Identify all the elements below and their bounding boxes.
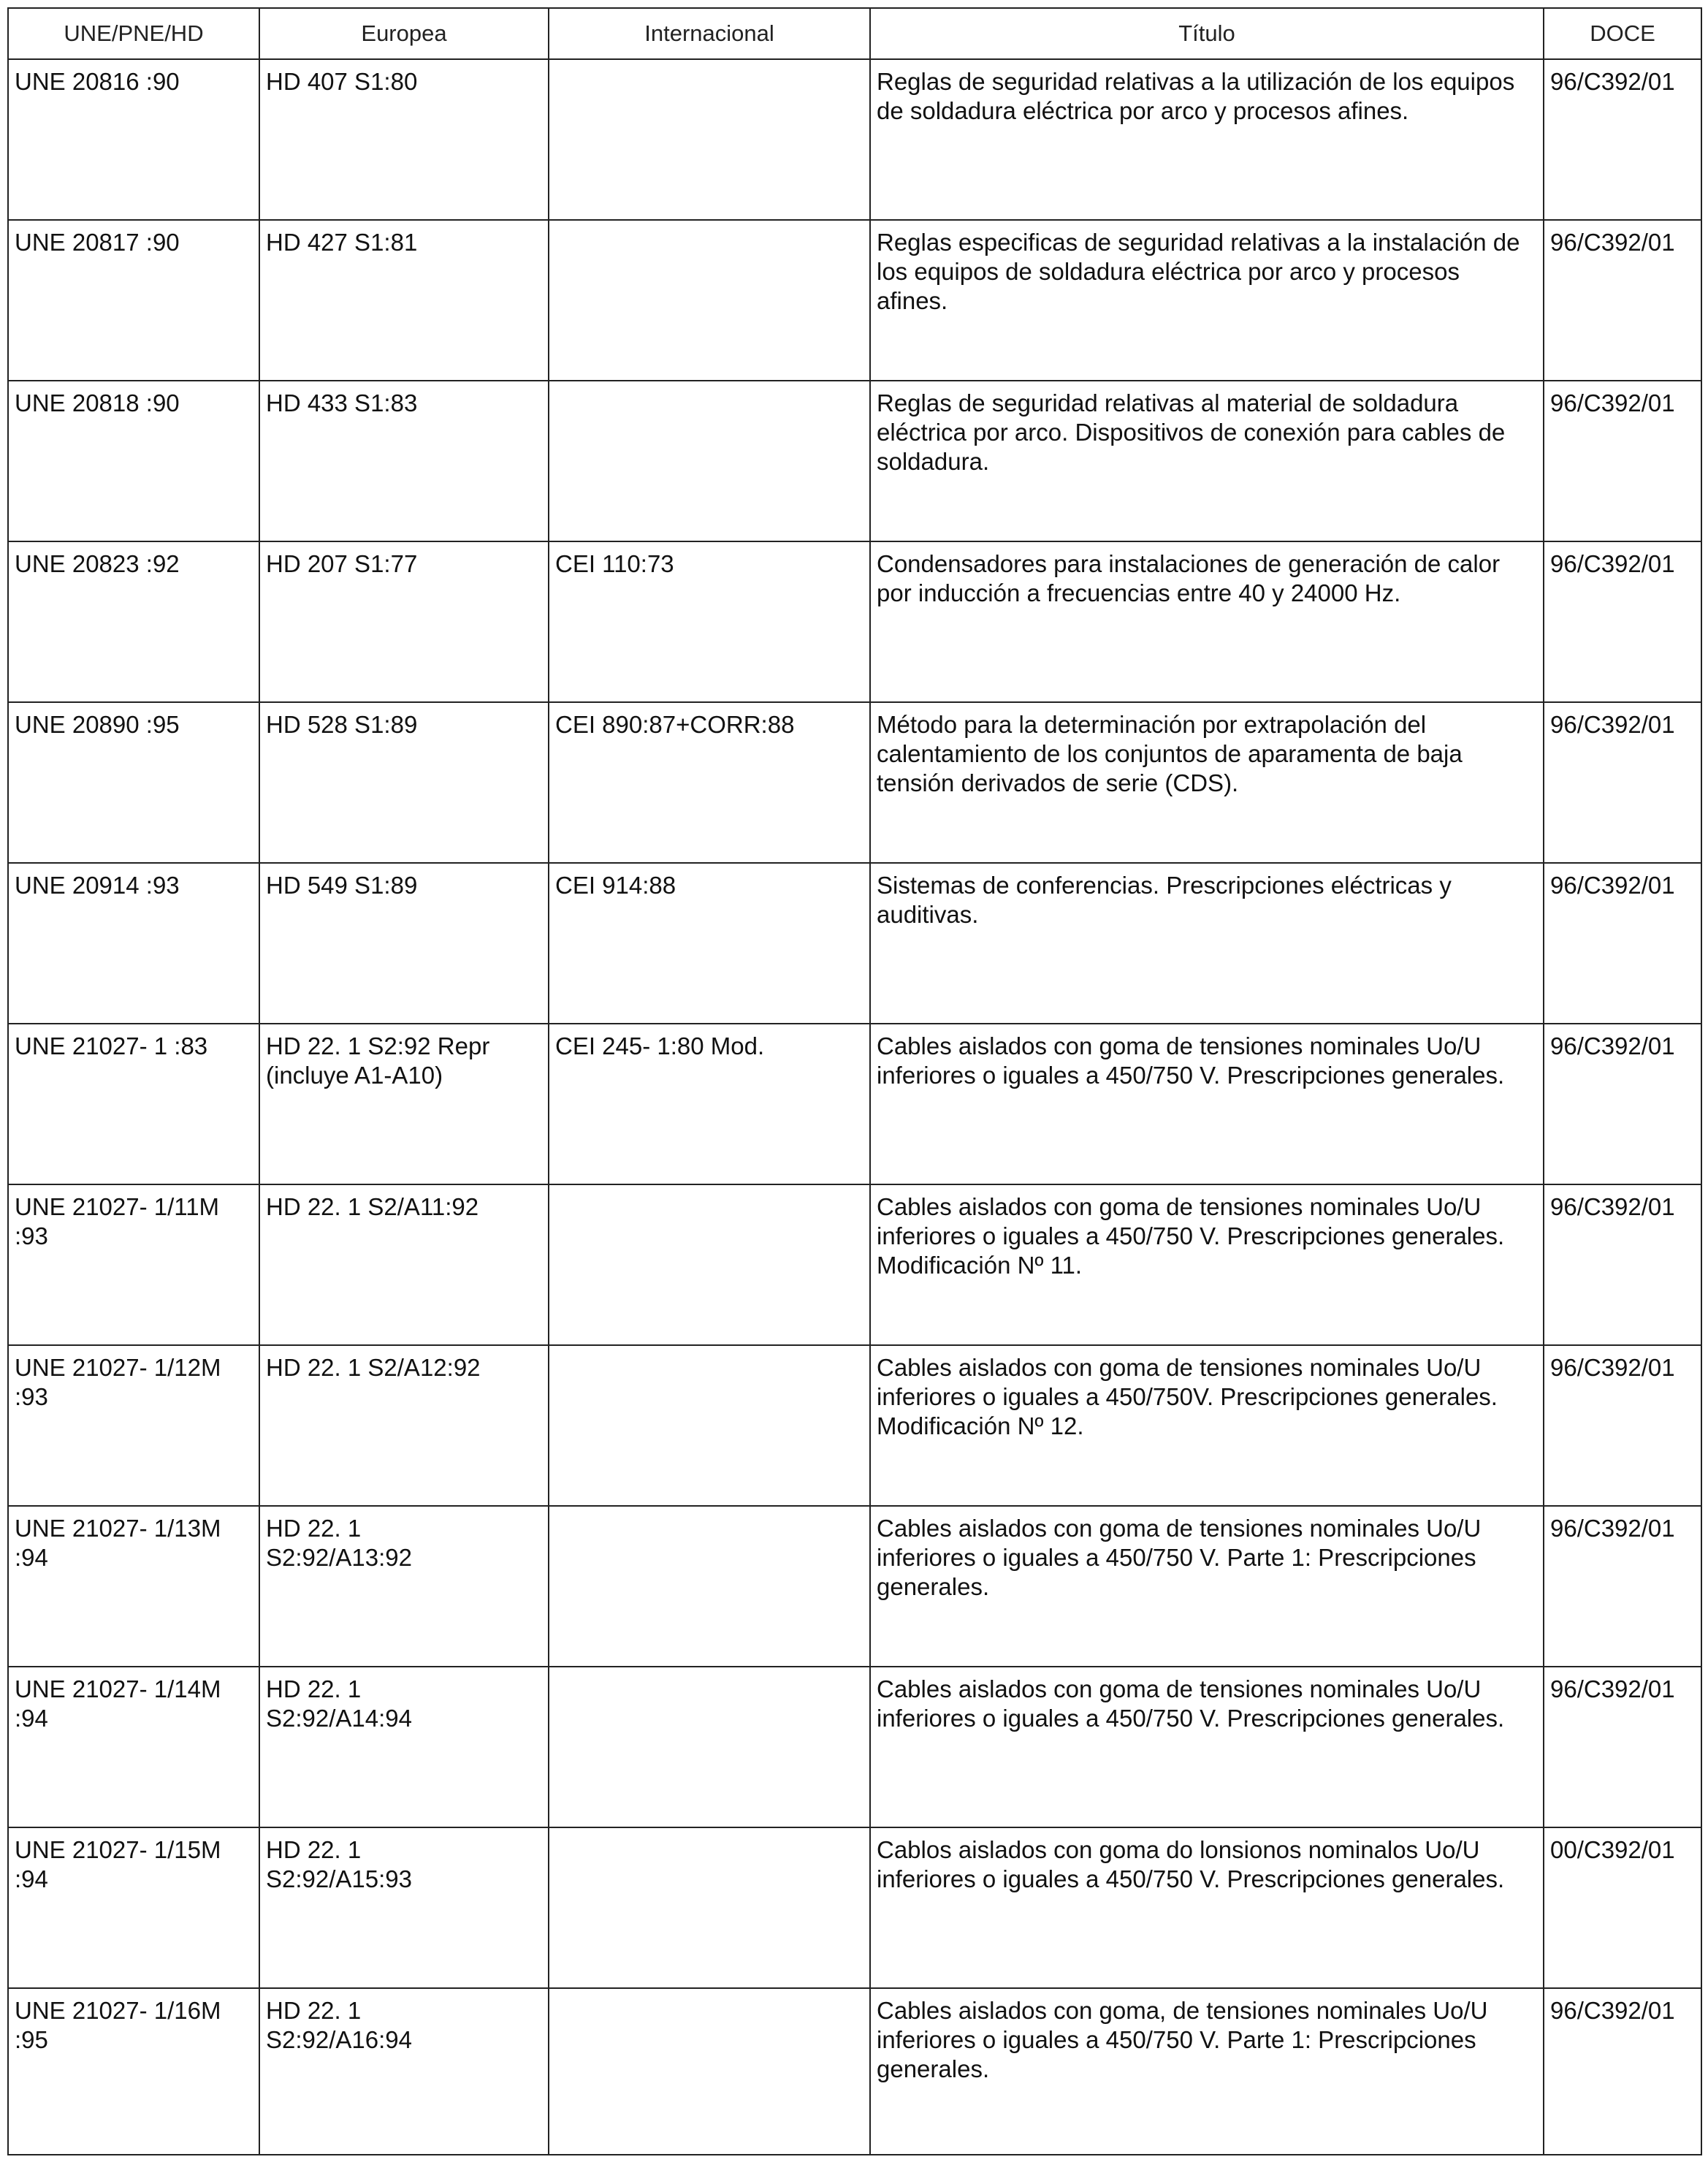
cell-europea xyxy=(259,1506,549,1667)
cell-titulo-text: Condensadores para instalaciones de generación de calor por inducción a frecuencias entre 40 y 24000 Hz. xyxy=(877,550,1501,606)
cell-doce xyxy=(1544,59,1701,220)
cell-doce-text: 96/C392/01 xyxy=(1550,229,1675,256)
cell-une xyxy=(8,1184,259,1345)
cell-internacional xyxy=(549,702,870,863)
cell-une-text: UNE 20816 :90 xyxy=(15,68,180,95)
cell-une-text: UNE 21027- 1/12M :93 xyxy=(15,1354,221,1410)
cell-internacional xyxy=(549,220,870,381)
cell-doce-text: 96/C392/01 xyxy=(1550,550,1675,577)
cell-europea-text: HD 549 S1:89 xyxy=(266,872,418,899)
cell-europea-text: HD 22. 1 S2:92/A14:94 xyxy=(266,1675,412,1732)
cell-internacional xyxy=(549,1345,870,1506)
cell-doce-text: 96/C392/01 xyxy=(1550,1354,1675,1381)
cell-europea xyxy=(259,863,549,1024)
cell-europea-text: HD 427 S1:81 xyxy=(266,229,418,256)
cell-doce-text: 96/C392/01 xyxy=(1550,389,1675,416)
cell-europea-text: HD 22. 1 S2:92 Repr (incluye A1-A10) xyxy=(266,1032,490,1089)
cell-europea-text: HD 433 S1:83 xyxy=(266,389,418,416)
table-row xyxy=(8,220,1701,381)
cell-une xyxy=(8,1024,259,1184)
table-row xyxy=(8,1345,1701,1506)
cell-titulo xyxy=(870,59,1544,220)
cell-europea xyxy=(259,1184,549,1345)
cell-doce-text: 96/C392/01 xyxy=(1550,711,1675,738)
cell-une-text: UNE 21027- 1 :83 xyxy=(15,1032,208,1059)
table-row xyxy=(8,1988,1701,2155)
cell-europea xyxy=(259,220,549,381)
cell-une-text: UNE 21027- 1/13M :94 xyxy=(15,1515,221,1571)
cell-une-text: UNE 21027- 1/15M :94 xyxy=(15,1836,221,1892)
cell-titulo-text: Cables aislados con goma de tensiones nominales Uo/U inferiores o iguales a 450/750 V. Prescripciones generales. xyxy=(877,1032,1505,1089)
cell-europea xyxy=(259,381,549,541)
cell-titulo-text: Reglas de seguridad relativas al material de soldadura eléctrica por arco. Dispositivos de conexión para cables de soldadura. xyxy=(877,389,1506,475)
cell-europea-text: HD 22. 1 S2/A11:92 xyxy=(266,1193,479,1220)
cell-doce xyxy=(1544,1988,1701,2155)
cell-titulo xyxy=(870,220,1544,381)
cell-europea-text: HD 22. 1 S2/A12:92 xyxy=(266,1354,481,1381)
cell-europea-text: HD 207 S1:77 xyxy=(266,550,418,577)
cell-doce xyxy=(1544,1184,1701,1345)
cell-internacional xyxy=(549,1024,870,1184)
cell-une-text: UNE 21027- 1/14M :94 xyxy=(15,1675,221,1732)
cell-une-text: UNE 20890 :95 xyxy=(15,711,180,738)
cell-une-text: UNE 21027- 1/11M :93 xyxy=(15,1193,220,1249)
cell-doce xyxy=(1544,1345,1701,1506)
cell-une-text: UNE 20817 :90 xyxy=(15,229,180,256)
cell-europea-text: HD 22. 1 S2:92/A13:92 xyxy=(266,1515,412,1571)
cell-europea xyxy=(259,59,549,220)
cell-titulo xyxy=(870,1345,1544,1506)
cell-internacional xyxy=(549,1827,870,1988)
cell-titulo xyxy=(870,381,1544,541)
table-row xyxy=(8,59,1701,220)
cell-doce xyxy=(1544,381,1701,541)
cell-une xyxy=(8,59,259,220)
cell-doce xyxy=(1544,863,1701,1024)
cell-internacional xyxy=(549,1988,870,2155)
table-row xyxy=(8,381,1701,541)
cell-titulo-text: Reglas especificas de seguridad relativas a la instalación de los equipos de soldadura eléctrica por arco y procesos afines. xyxy=(877,229,1520,314)
cell-europea xyxy=(259,1827,549,1988)
cell-doce xyxy=(1544,1024,1701,1184)
standards-table xyxy=(7,7,1702,2155)
cell-internacional xyxy=(549,59,870,220)
cell-internacional-text: CEI 890:87+CORR:88 xyxy=(555,711,795,738)
cell-doce-text: 96/C392/01 xyxy=(1550,1032,1675,1059)
table-row xyxy=(8,863,1701,1024)
table-row xyxy=(8,1184,1701,1345)
cell-une xyxy=(8,381,259,541)
cell-internacional xyxy=(549,541,870,702)
cell-internacional xyxy=(549,1184,870,1345)
cell-titulo xyxy=(870,1827,1544,1988)
cell-doce-text: 96/C392/01 xyxy=(1550,872,1675,899)
table-row xyxy=(8,1667,1701,1827)
cell-une xyxy=(8,541,259,702)
cell-une-text: UNE 20823 :92 xyxy=(15,550,180,577)
cell-europea xyxy=(259,1345,549,1506)
cell-une xyxy=(8,863,259,1024)
header-europea: Europea xyxy=(259,8,549,59)
cell-une xyxy=(8,1345,259,1506)
cell-internacional-text: CEI 110:73 xyxy=(555,550,674,577)
cell-doce-text: 96/C392/01 xyxy=(1550,1193,1675,1220)
cell-une-text: UNE 21027- 1/16M :95 xyxy=(15,1997,221,2053)
cell-titulo xyxy=(870,863,1544,1024)
cell-titulo-text: Cables aislados con goma, de tensiones nominales Uo/U inferiores o iguales a 450/750 V. Parte 1: Prescripciones generales. xyxy=(877,1997,1488,2082)
cell-une xyxy=(8,1827,259,1988)
cell-europea xyxy=(259,541,549,702)
table-header xyxy=(8,8,1701,59)
cell-titulo xyxy=(870,1184,1544,1345)
cell-titulo-text: Cables aislados con goma de tensiones nominales Uo/U inferiores o iguales a 450/750 V. Prescripciones generales. xyxy=(877,1675,1505,1732)
cell-internacional xyxy=(549,381,870,541)
cell-doce xyxy=(1544,541,1701,702)
cell-europea-text: HD 528 S1:89 xyxy=(266,711,418,738)
cell-doce xyxy=(1544,1827,1701,1988)
cell-europea-text: HD 22. 1 S2:92/A15:93 xyxy=(266,1836,412,1892)
cell-une xyxy=(8,1667,259,1827)
cell-doce-text: 96/C392/01 xyxy=(1550,1675,1675,1702)
cell-titulo-text: Cables aislados con goma de tensiones nominales Uo/U inferiores o iguales a 450/750 V. Parte 1: Prescripciones generales. xyxy=(877,1515,1482,1600)
cell-une xyxy=(8,1506,259,1667)
cell-titulo-text: Cables aislados con goma de tensiones nominales Uo/U inferiores o iguales a 450/750V. Prescripciones generales. Modificación Nº 12. xyxy=(877,1354,1498,1439)
cell-doce-text: 96/C392/01 xyxy=(1550,1515,1675,1542)
cell-europea xyxy=(259,1667,549,1827)
cell-titulo-text: Cablos aislados con goma do lonsionos nominalos Uo/U inferiores o iguales a 450/750 V. Prescripciones generales. xyxy=(877,1836,1505,1892)
cell-titulo xyxy=(870,1988,1544,2155)
cell-doce xyxy=(1544,1667,1701,1827)
cell-une xyxy=(8,702,259,863)
cell-titulo-text: Método para la determinación por extrapolación del calentamiento de los conjuntos de aparamenta de baja tensión derivados de serie (CDS). xyxy=(877,711,1463,796)
cell-europea xyxy=(259,1024,549,1184)
table-row xyxy=(8,702,1701,863)
cell-europea-text: HD 22. 1 S2:92/A16:94 xyxy=(266,1997,412,2053)
cell-titulo-text: Sistemas de conferencias. Prescripciones eléctricas y auditivas. xyxy=(877,872,1452,928)
cell-europea xyxy=(259,1988,549,2155)
header-titulo: Título xyxy=(870,8,1544,59)
cell-doce xyxy=(1544,1506,1701,1667)
cell-titulo xyxy=(870,702,1544,863)
cell-une-text: UNE 20914 :93 xyxy=(15,872,180,899)
cell-doce-text: 00/C392/01 xyxy=(1550,1836,1675,1863)
cell-une xyxy=(8,220,259,381)
header-une: UNE/PNE/HD xyxy=(8,8,259,59)
cell-titulo xyxy=(870,541,1544,702)
cell-titulo-text: Reglas de seguridad relativas a la utilización de los equipos de soldadura eléctrica por arco y procesos afines. xyxy=(877,68,1515,124)
table-row xyxy=(8,1024,1701,1184)
cell-une-text: UNE 20818 :90 xyxy=(15,389,180,416)
cell-titulo xyxy=(870,1024,1544,1184)
cell-doce xyxy=(1544,702,1701,863)
table-row xyxy=(8,1506,1701,1667)
cell-titulo xyxy=(870,1506,1544,1667)
cell-europea xyxy=(259,702,549,863)
header-doce: DOCE xyxy=(1544,8,1701,59)
header-row xyxy=(8,8,1701,59)
cell-doce-text: 96/C392/01 xyxy=(1550,1997,1675,2024)
table-body xyxy=(8,59,1701,2155)
cell-internacional-text: CEI 245- 1:80 Mod. xyxy=(555,1032,765,1059)
cell-doce-text: 96/C392/01 xyxy=(1550,68,1675,95)
cell-europea-text: HD 407 S1:80 xyxy=(266,68,418,95)
table-row xyxy=(8,1827,1701,1988)
cell-titulo-text: Cables aislados con goma de tensiones nominales Uo/U inferiores o iguales a 450/750 V. Prescripciones generales. Modificación Nº 11. xyxy=(877,1193,1505,1279)
header-internacional: Internacional xyxy=(549,8,870,59)
cell-internacional-text: CEI 914:88 xyxy=(555,872,676,899)
table-row xyxy=(8,541,1701,702)
cell-internacional xyxy=(549,1506,870,1667)
cell-doce xyxy=(1544,220,1701,381)
cell-internacional xyxy=(549,863,870,1024)
cell-internacional xyxy=(549,1667,870,1827)
cell-titulo xyxy=(870,1667,1544,1827)
cell-une xyxy=(8,1988,259,2155)
